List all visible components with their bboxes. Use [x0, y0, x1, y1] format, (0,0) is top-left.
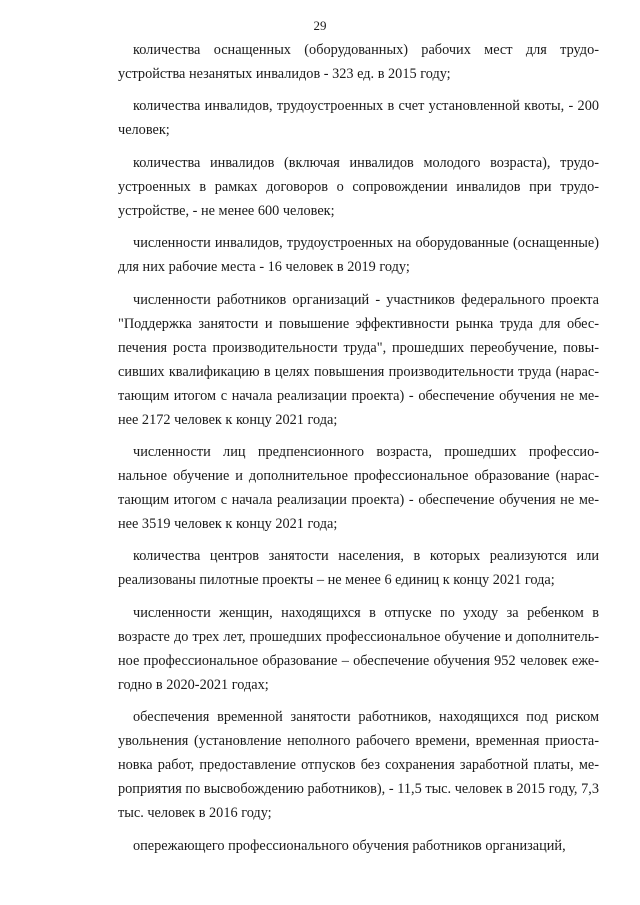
paragraph: численности лиц предпенсионного возраста, прошедших профессиональное обучение и дополнительное профессиональное образование (нарастающим итогом с начала реализации проекта) - обеспечение обучения не менее 3519 человек к концу 2021 года;: [118, 443, 599, 532]
paragraph: численности инвалидов, трудоустроенных на оборудованные (оснащенные) для них рабочие места - 16 человек в 2019 году;: [118, 235, 599, 276]
paragraph: количества центров занятости населения, в которых реализуются или реализованы пилотные проекты – не менее 6 единиц к концу 2021 года;: [118, 548, 599, 589]
page-number: 29: [313, 18, 327, 33]
body-text: [118, 38, 599, 866]
paragraph: количества инвалидов, трудоустроенных в счет установленной квоты, - 200 человек;: [118, 98, 599, 139]
paragraph: численности женщин, находящихся в отпуске по уходу за ребенком в возрасте до трех лет, прошедших профессиональное обучение и дополнительное профессиональное образование – обеспечение обучения 952 человек ежегодно в 2020-2021 годах;: [118, 604, 599, 693]
paragraph: количества оснащенных (оборудованных) рабочих мест для трудоустройства незанятых инвалидов - 323 ед. в 2015 году;: [118, 42, 599, 82]
paragraph: численности работников организаций - участников федерального проекта "Поддержка занятости и повышение эффективности рынка труда для обеспечения роста производительности труда", прошедших переобучение, повысивших квалификацию в целях повышения производительности труда (нарастающим итогом с начала реализации проекта) - обеспечение обучения не менее 2172 человек к концу 2021 года;: [118, 291, 599, 428]
paragraph: опережающего профессионального обучения работников организаций,: [133, 837, 566, 854]
paragraph: обеспечения временной занятости работников, находящихся под риском увольнения (установление неполного рабочего времени, временная приостановка работ, предоставление отпусков без сохранения заработной платы, мероприятия по высвобождению работников), - 11,5 тыс. человек в 2015 году, 7,3 тыс. человек в 2016 году;: [118, 709, 599, 822]
paragraph: количества инвалидов (включая инвалидов молодого возраста), трудоустроенных в рамках договоров о сопровождении инвалидов при трудоустройстве, - не менее 600 человек;: [118, 154, 599, 219]
